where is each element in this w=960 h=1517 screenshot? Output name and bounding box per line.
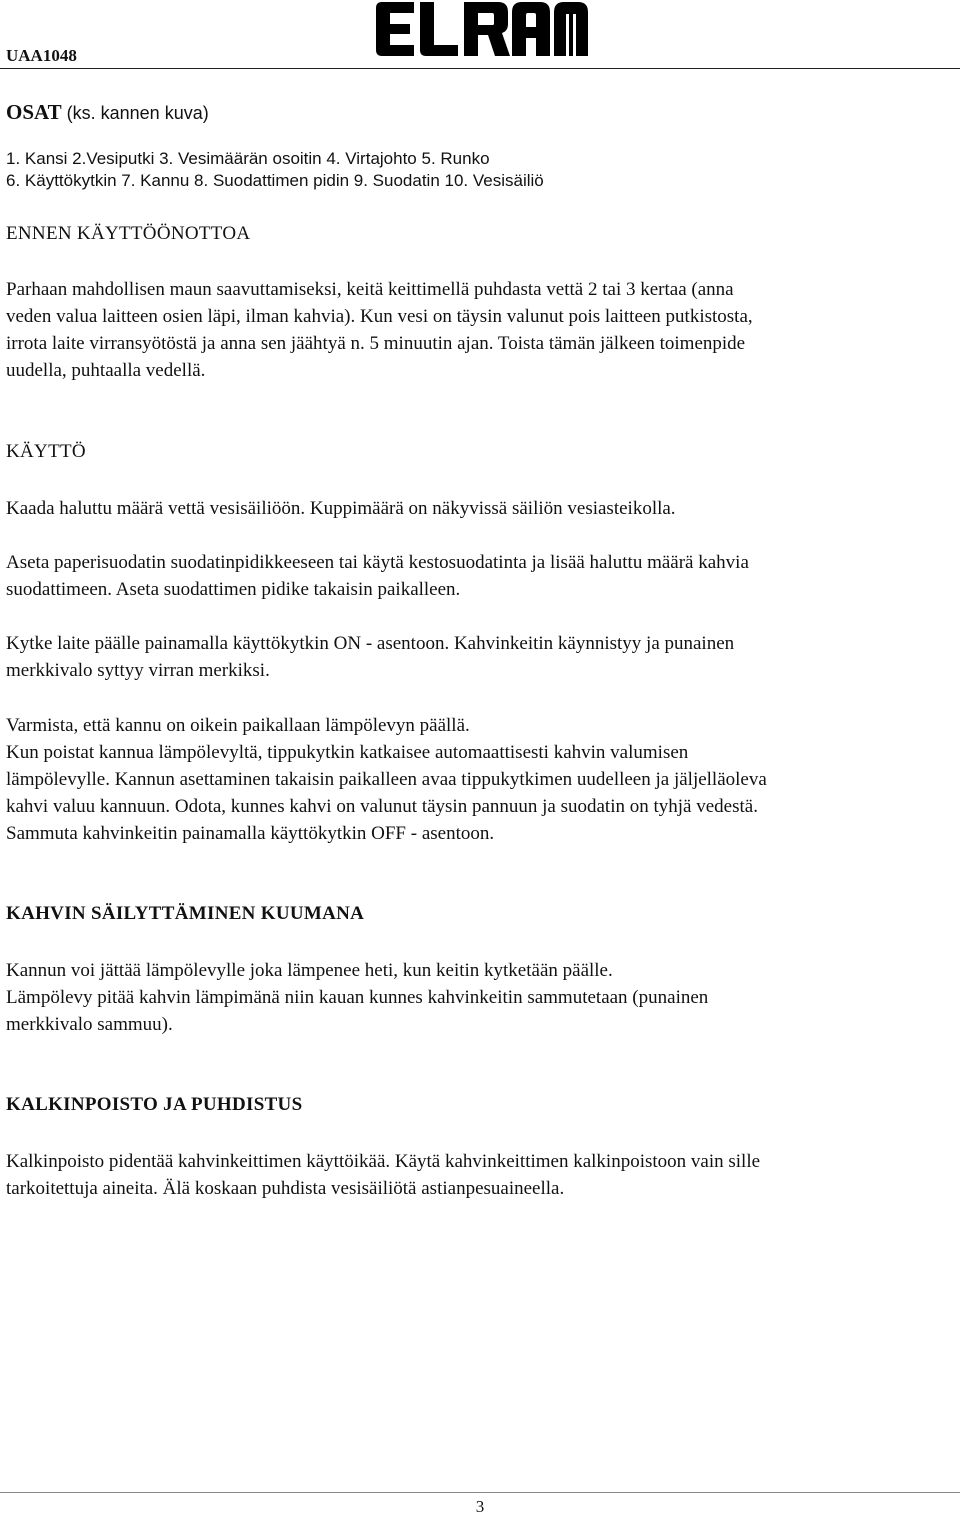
text-line: tarkoitettuja aineita. Älä koskaan puhdista vesisäiliötä astianpesuaineella.	[6, 1178, 565, 1199]
page-number: 3	[475, 1497, 485, 1516]
osat-reference: (ks. kannen kuva)	[61, 103, 209, 123]
text-line: suodattimeen. Aseta suodattimen pidike takaisin paikalleen.	[6, 579, 461, 600]
text-line: Aseta paperisuodatin suodatinpidikkeeseen tai käytä kestosuodatinta ja lisää haluttu määrä kahvia	[6, 552, 749, 573]
text-line: veden valua laitteen osien läpi, ilman kahvia). Kun vesi on täysin valunut pois laitteen putkistosta,	[6, 306, 753, 327]
text-line: Kalkinpoisto pidentää kahvinkeittimen käyttöikää. Käytä kahvinkeittimen kalkinpoistoon vain sille	[6, 1151, 761, 1172]
osat-heading-line	[6, 100, 209, 125]
text-line: Sammuta kahvinkeitin painamalla käyttökytkin OFF - asentoon.	[6, 823, 495, 844]
parts-list-line-1: 1. Kansi 2.Vesiputki 3. Vesimäärän osoitin 4. Virtajohto 5. Runko	[6, 149, 490, 168]
kalkinpoisto-heading: KALKINPOISTO JA PUHDISTUS	[6, 1094, 303, 1115]
text-line: kahvi valuu kannuun. Odota, kunnes kahvi on valunut täysin pannuun ja suodatin on tyhjä vedestä.	[6, 796, 758, 817]
parts-list-line-2: 6. Käyttökytkin 7. Kannu 8. Suodattimen pidin 9. Suodatin 10. Vesisäiliö	[6, 171, 544, 190]
kaytto-paragraph-3	[6, 630, 951, 684]
kaytto-paragraph-4	[6, 712, 951, 847]
header-divider	[0, 68, 960, 69]
text-line: merkkivalo sammuu).	[6, 1014, 173, 1035]
kaytto-paragraph-1	[6, 495, 951, 522]
text-line: Kannun voi jättää lämpölevylle joka lämpenee heti, kun keitin kytketään päälle.	[6, 960, 613, 981]
footer-divider	[0, 1492, 960, 1493]
ennen-kayttoonottoa-heading: ENNEN KÄYTTÖÖNOTTOA	[6, 223, 251, 244]
osat-heading: OSAT	[6, 100, 62, 124]
elram-logo	[376, 2, 588, 63]
text-line: merkkivalo syttyy virran merkiksi.	[6, 660, 270, 681]
kaytto-heading: KÄYTTÖ	[6, 441, 86, 462]
text-line: Kaada haluttu määrä vettä vesisäiliöön. Kuppimäärä on näkyvissä säiliön vesiasteikolla.	[6, 498, 676, 519]
text-line: irrota laite virransyötöstä ja anna sen jäähtyä n. 5 minuutin ajan. Toista tämän jälkeen toimenpide	[6, 333, 746, 354]
sailyttaminen-paragraph	[6, 957, 951, 1038]
text-line: Lämpölevy pitää kahvin lämpimänä niin kauan kunnes kahvinkeitin sammutetaan (punainen	[6, 987, 709, 1008]
document-code: UAA1048	[6, 46, 77, 65]
text-line: Kytke laite päälle painamalla käyttökytkin ON - asentoon. Kahvinkeitin käynnistyy ja punainen	[6, 633, 735, 654]
text-line: Kun poistat kannua lämpölevyltä, tippukytkin katkaisee automaattisesti kahvin valumisen	[6, 742, 689, 763]
ennen-paragraph	[6, 276, 951, 384]
sailyttaminen-heading: KAHVIN SÄILYTTÄMINEN KUUMANA	[6, 903, 365, 924]
text-line: Parhaan mahdollisen maun saavuttamiseksi, keitä keittimellä puhdasta vettä 2 tai 3 kertaa (anna	[6, 279, 734, 300]
kalkinpoisto-paragraph	[6, 1148, 951, 1202]
kaytto-paragraph-2	[6, 549, 951, 603]
text-line: Varmista, että kannu on oikein paikallaan lämpölevyn päällä.	[6, 715, 470, 736]
text-line: uudella, puhtaalla vedellä.	[6, 360, 206, 381]
text-line: lämpölevylle. Kannun asettaminen takaisin paikalleen avaa tippukytkimen uudelleen ja jäljelläoleva	[6, 769, 767, 790]
